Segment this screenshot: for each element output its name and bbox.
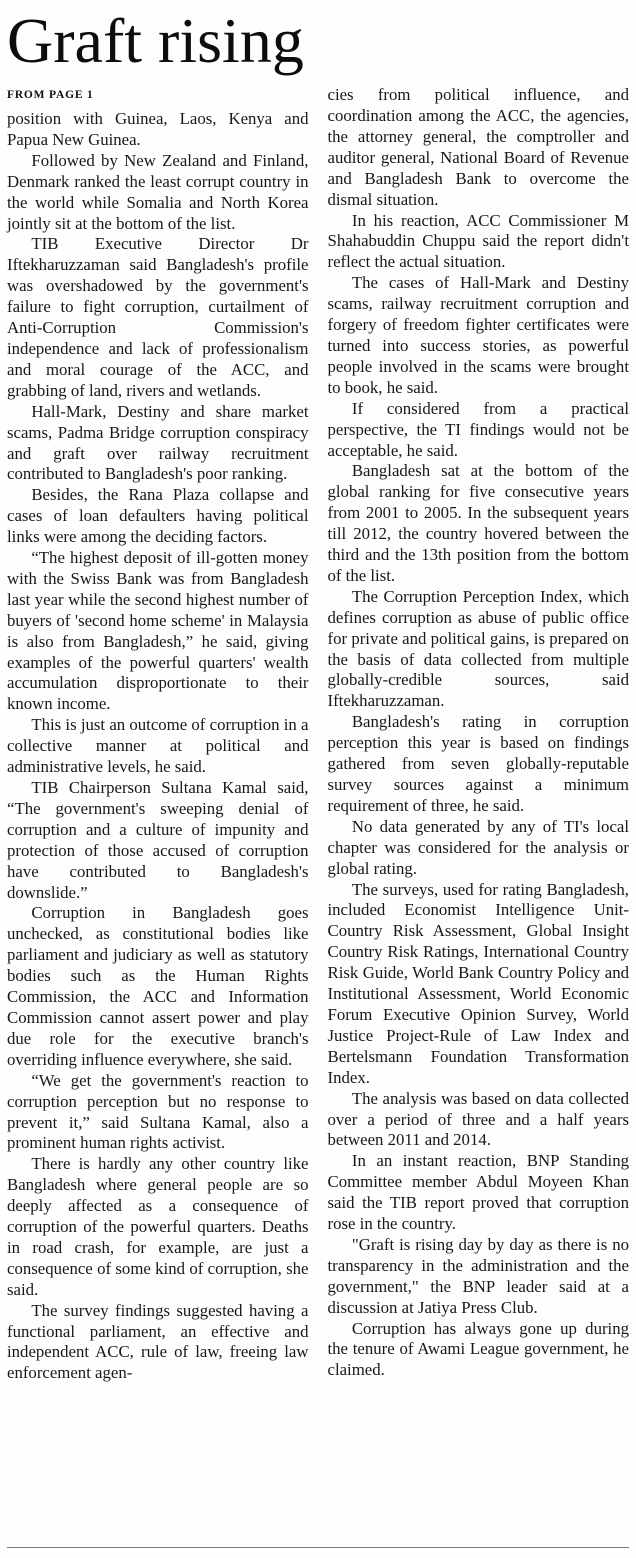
paragraph: cies from political influence, and coordination among the ACC, the agencies, the attorney general, the comptroller and auditor general, National Board of Revenue and Bangladesh Bank to overcome the dismal situation. xyxy=(327,85,629,209)
paragraph: Bangladesh sat at the bottom of the global ranking for five consecutive years from 2001 to 2005. In the subsequent years till 2012, the country hovered between the third and the 13th position from the bottom of the list. xyxy=(327,461,629,585)
headline: Graft rising xyxy=(7,5,304,76)
paragraph: TIB Executive Director Dr Iftekharuzzaman said Bangladesh's profile was overshadowed by the government's failure to fight corruption, curtailment of Anti-Corruption Commission's independence and lack of professionalism and moral courage of the ACC, and grabbing of land, rivers and wetlands. xyxy=(7,234,309,400)
paragraph: In his reaction, ACC Commissioner M Shahabuddin Chuppu said the report didn't reflect the actual situation. xyxy=(327,210,629,272)
paragraph: This is just an outcome of corruption in a collective manner at political and administrative levels, he said. xyxy=(7,715,309,777)
paragraph: Followed by New Zealand and Finland, Denmark ranked the least corrupt country in the world while Somalia and North Korea jointly sit at the bottom of the list. xyxy=(7,150,309,233)
article-columns xyxy=(7,85,629,1537)
paragraph: position with Guinea, Laos, Kenya and Papua New Guinea. xyxy=(7,109,309,149)
paragraph: The analysis was based on data collected over a period of three and a half years between 2011 and 2014. xyxy=(327,1088,629,1150)
column-left xyxy=(7,85,309,1537)
paragraph: Besides, the Rana Plaza collapse and cases of loan defaulters having political links were among the deciding factors. xyxy=(7,485,309,547)
paragraph: Bangladesh's rating in corruption perception this year is based on findings gathered from seven globally-reputable survey sources against a minimum requirement of three, he said. xyxy=(327,712,629,815)
paragraph: The survey findings suggested having a functional parliament, an effective and independent ACC, rule of law, freeing law enforcement agen- xyxy=(7,1300,309,1383)
paragraph: "Graft is rising day by day as there is no transparency in the administration and the government," the BNP leader said at a discussion at Jatiya Press Club. xyxy=(327,1234,629,1317)
paragraph: The surveys, used for rating Bangladesh, included Economist Intelligence Unit-Country Risk Assessment, Global Insight Country Risk Ratings, International Country Risk Guide, World Bank Country Policy and Institutional Assessment, World Economic Forum Executive Opinion Survey, World Justice Project-Rule of Law Index and Bertelsmann Foundation Transformation Index. xyxy=(327,879,629,1087)
bottom-rule xyxy=(7,1547,629,1548)
paragraph: TIB Chairperson Sultana Kamal said, “The government's sweeping denial of corruption and a culture of impunity and protection of those accused of corruption have contributed to Bangladesh's downslide.” xyxy=(7,778,309,902)
paragraph: If considered from a practical perspective, the TI findings would not be acceptable, he said. xyxy=(327,398,629,460)
paragraph: No data generated by any of TI's local chapter was considered for the analysis or global rating. xyxy=(327,816,629,878)
paragraph: Hall-Mark, Destiny and share market scams, Padma Bridge corruption conspiracy and graft over railway recruitment contributed to Bangladesh's poor ranking. xyxy=(7,401,309,484)
paragraph: The cases of Hall-Mark and Destiny scams, railway recruitment corruption and forgery of freedom fighter certificates were turned into success stories, as powerful people involved in the scams were brought to book, he said. xyxy=(327,273,629,397)
column-right xyxy=(328,85,630,1537)
paragraph: In an instant reaction, BNP Standing Committee member Abdul Moyeen Khan said the TIB report proved that corruption rose in the country. xyxy=(327,1151,629,1234)
paragraph: Corruption in Bangladesh goes unchecked, as constitutional bodies like parliament and judiciary as well as statutory bodies such as the Human Rights Commission, the ACC and Information Commission cannot assert power and play due role for the executive branch's overriding influence everywhere, she said. xyxy=(7,903,309,1069)
from-page-label: FROM PAGE 1 xyxy=(7,89,94,102)
paragraph: “We get the government's reaction to corruption perception but no response to prevent it,” said Sultana Kamal, also a prominent human rights activist. xyxy=(7,1070,309,1153)
paragraph: Corruption has always gone up during the tenure of Awami League government, he claimed. xyxy=(327,1318,629,1380)
paragraph: There is hardly any other country like Bangladesh where general people are so deeply affected as a consequence of corruption of the powerful quarters. Deaths in road crash, for example, are just a consequence of some kind of corruption, she said. xyxy=(7,1154,309,1299)
paragraph: “The highest deposit of ill-gotten money with the Swiss Bank was from Bangladesh last year while the second highest number of buyers of 'second home scheme' in Malaysia is also from Bangladesh,” he said, giving examples of the powerful quarters' wealth accumulation disproportionate to their known income. xyxy=(7,548,309,714)
paragraph: The Corruption Perception Index, which defines corruption as abuse of public office for private and political gains, is prepared on the basis of data collected from multiple globally-credible sources, said Iftekharuzzaman. xyxy=(327,586,629,711)
